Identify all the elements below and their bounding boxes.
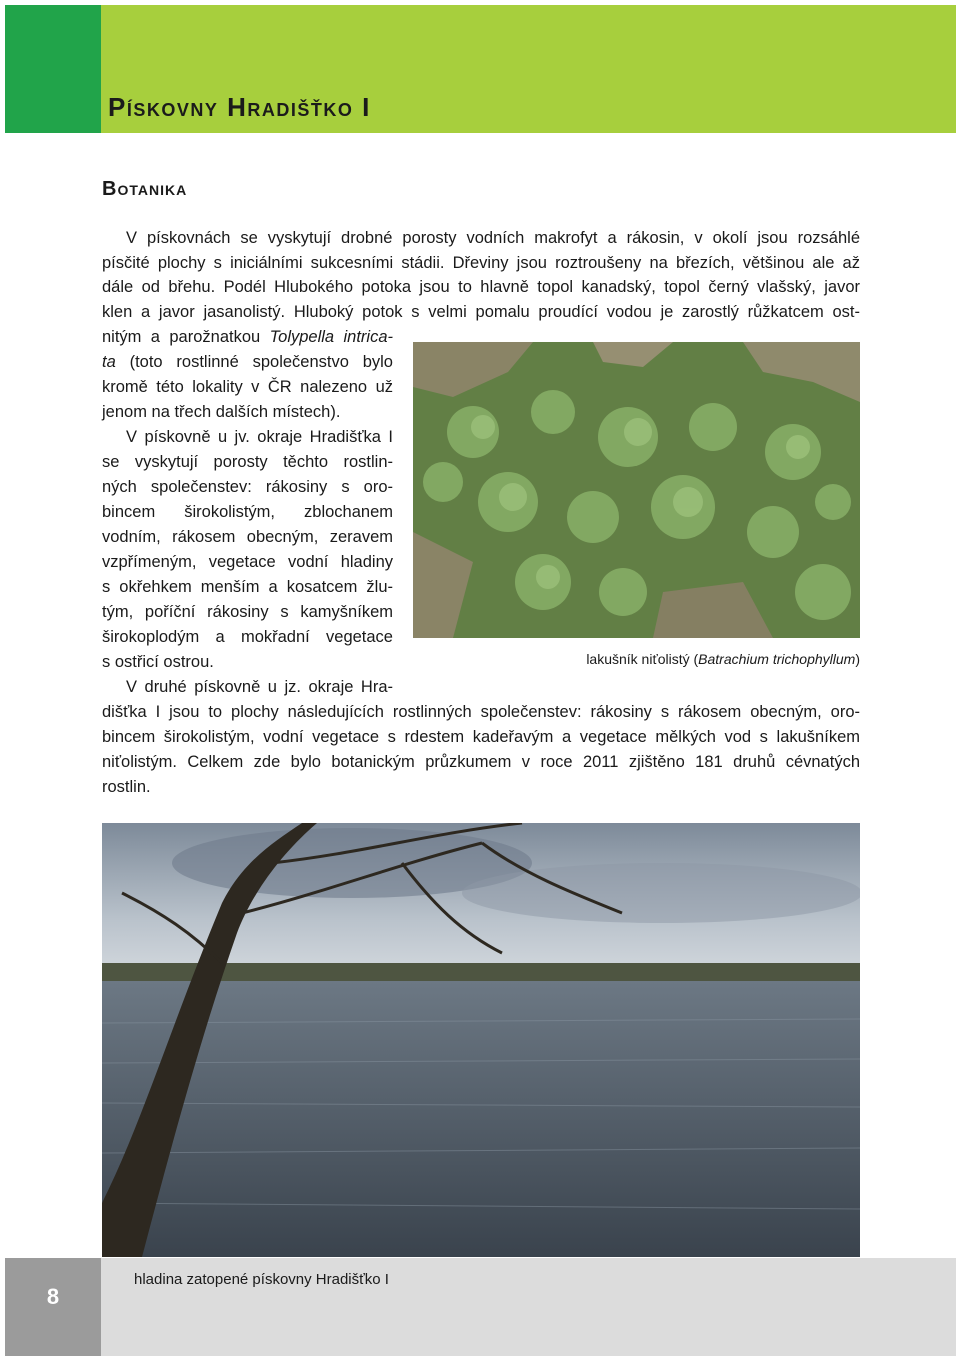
body-line: bincem širokolistým, vodní vegetace s rdestem kadeřavým a vegetace mělkých vod s lakušníkem: [102, 728, 860, 746]
caption-common-name: lakušník niťolistý (: [586, 651, 699, 667]
body-line: dále od břehu. Podél Hlubokého potoka jsou to hlavně topol kanadský, topol černý vlašský, javor: [102, 278, 860, 296]
body-line: tým, poříční rákosiny s kamyšníkem: [102, 603, 393, 621]
caption-close: ): [855, 651, 860, 667]
latin-name: Tolypella intrica-: [269, 328, 393, 346]
body-line: niťolistým. Celkem zde bylo botanickým průzkumem v roce 2011 zjištěno 181 druhů cévnatých: [102, 753, 860, 771]
caption-latin-name: Batrachium trichophyllum: [698, 651, 856, 667]
body-line: písčité plochy s iniciálními sukcesními stádii. Dřeviny jsou roztroušeny na březích, většinou ale až: [102, 254, 860, 272]
body-line: jenom na třech dalších místech).: [102, 403, 341, 421]
body-line: s ostřicí ostrou.: [102, 653, 214, 671]
body-line: klen a javor jasanolistý. Hluboký potok s velmi pomalu proudící vodou je zarostlý růžkatcem ost-: [102, 303, 860, 321]
body-line: dišťka I jsou to plochy následujících rostlinných společenstev: rákosiny s rákosem obecným, oro-: [102, 703, 860, 721]
body-line: V pískovně u jv. okraje Hradišťka I: [126, 428, 393, 446]
lake-photo: [102, 823, 860, 1257]
body-text: (toto rostlinné společenstvo bylo: [115, 353, 393, 371]
body-line: rostlin.: [102, 778, 151, 796]
body-line: ných společenstev: rákosiny s oro-: [102, 478, 393, 496]
body-line: bincem širokolistým, zblochanem: [102, 503, 393, 521]
header-accent-block: [5, 5, 101, 133]
plant-photo: [413, 342, 860, 638]
body-line: s okřehkem menším a kosatcem žlu-: [102, 578, 393, 596]
body-line: kromě této lokality v ČR nalezeno už: [102, 378, 393, 396]
latin-name: ta: [102, 353, 116, 371]
body-line: [102, 350, 393, 375]
body-line: V druhé pískovně u jz. okraje Hra-: [126, 678, 393, 696]
figure-caption: hladina zatopené pískovny Hradišťko I: [134, 1271, 389, 1288]
body-text: nitým a parožnatkou: [102, 328, 270, 346]
section-heading: Botanika: [102, 178, 188, 200]
body-line: širokoplodým a mokřadní vegetace: [102, 628, 393, 646]
figure-caption: [560, 651, 860, 667]
page-number: 8: [46, 1284, 60, 1309]
body-line: vzpřímeným, vegetace vodní hladiny: [102, 553, 393, 571]
body-line: vodním, rákosem obecným, zeravem: [102, 528, 393, 546]
body-line: [102, 325, 393, 350]
body-line: se vyskytují porosty těchto rostlin-: [102, 453, 393, 471]
body-line: V pískovnách se vyskytují drobné porosty vodních makrofyt a rákosin, v okolí jsou rozsáhlé: [126, 229, 860, 247]
page-title: Pískovny Hradišťko I: [108, 92, 371, 122]
